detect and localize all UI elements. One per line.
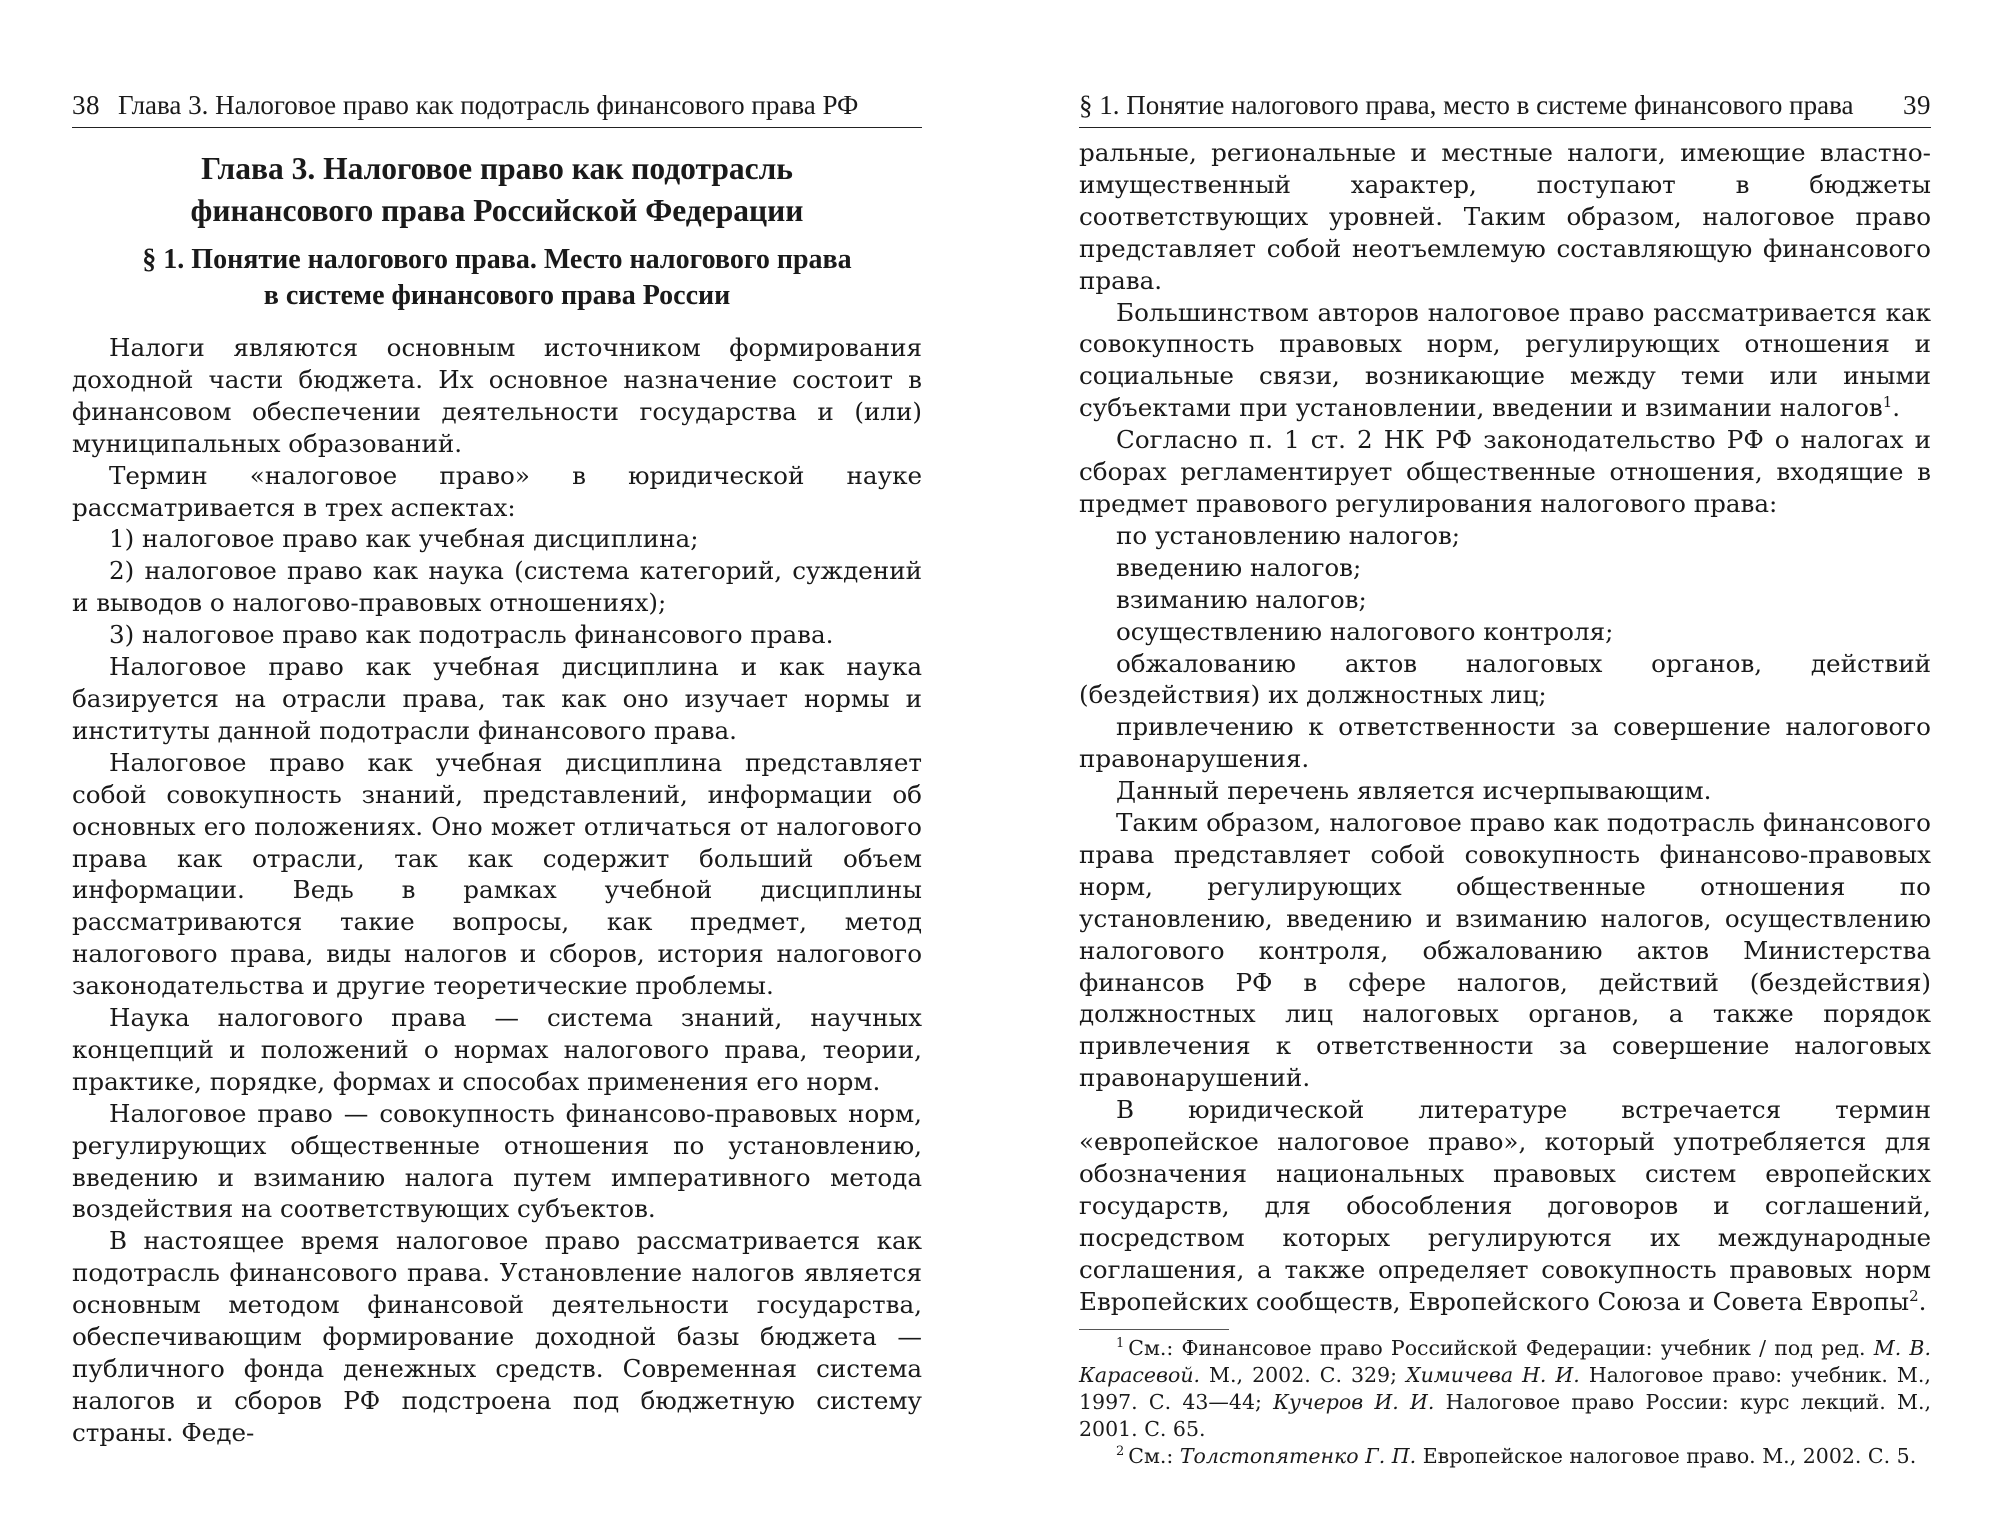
paragraph: Термин «налоговое право» в юридической науке рассматривается в трех аспектах: bbox=[72, 460, 922, 522]
running-head-title: § 1. Понятие налогового права, место в системе финансового права bbox=[1079, 90, 1854, 120]
paragraph: Наука налогового права — система знаний, научных концепций и положений о нормах налогового права, теории, практике, порядке, формах и способах применения его норм. bbox=[72, 1003, 922, 1096]
list-item: осуществлению налогового контроля; bbox=[1116, 616, 1614, 646]
running-head-title: Глава 3. Налоговое право как подотрасль финансового права РФ bbox=[118, 90, 859, 120]
continuation-paragraph: ральные, региональные и местные налоги, имеющие властно-имущественный характер, поступают в бюджеты соответствующих уровней. Таким образом, налоговое право представляет собой неотъемлемую составляющую финансового права. bbox=[1079, 138, 1931, 295]
chapter-title bbox=[72, 148, 922, 232]
list-paragraph: 1) налоговое право как учебная дисциплина; bbox=[109, 524, 699, 554]
paragraph: Согласно п. 1 ст. 2 НК РФ законодательство РФ о налогах и сборах регламентирует общественные отношения, входящие в предмет правового регулирования налогового права: bbox=[1079, 425, 1931, 518]
footnote-text: М., 2002. С. 329; bbox=[1209, 1362, 1397, 1387]
footnote-ref: 1 bbox=[1882, 393, 1893, 412]
paragraph: Данный перечень является исчерпывающим. bbox=[1116, 776, 1712, 806]
paragraph-text: В юридической литературе встречается термин «европейское налоговое право», который употребляется для обозначения национальных правовых систем европейских государств, для обособления договоров и соглашений, посредством которых регулируются их международные соглашения, а также определяет совокупность правовых норм Европейских сообществ, Европейского Союза и Совета Европы bbox=[1079, 1095, 1931, 1316]
footnote-author: Химичева Н. И. bbox=[1406, 1362, 1580, 1387]
footnote-2 bbox=[1079, 1443, 1931, 1470]
footnote-number: 2 bbox=[1116, 1443, 1125, 1459]
footnote-text: Европейское налоговое право. М., 2002. С. 5. bbox=[1422, 1443, 1917, 1468]
section-title-line: § 1. Понятие налогового права. Место налогового права bbox=[142, 244, 852, 275]
footnote-text: Налоговое право: учебник. М., 1997. С. 43—44; bbox=[1079, 1362, 1931, 1414]
footnote-text: Налоговое право России: курс лекций. М., 2001. С. 65. bbox=[1079, 1389, 1931, 1441]
footnote-author: Толстопятенко Г. П. bbox=[1179, 1443, 1417, 1468]
paragraph: Большинством авторов налоговое право рассматривается как совокупность правовых норм, регулирующих отношения и социальные связи, возникающие между теми или иными субъектами при установлении, введении и взимании налогов$^1$. bbox=[1079, 297, 1931, 423]
paragraph: В настоящее время налоговое право рассматривается как подотрасль финансового права. Установление налогов является основным методом финансовой деятельности государства, обеспечивающим формирование доходной базы бюджета — публичного фонда денежных средств. Современная система налогов и сборов РФ подстроена под бюджетную систему страны. Феде- bbox=[72, 1226, 922, 1447]
paragraph: Налоги являются основным источником формирования доходной части бюджета. Их основное назначение состоит в финансовом обеспечении деятельности государства и (или) муниципальных образований. bbox=[72, 333, 922, 458]
list-item: взиманию налогов; bbox=[1116, 584, 1367, 614]
paragraph: В юридической литературе встречается термин «европейское налоговое право», который употребляется для обозначения национальных правовых систем европейских государств, для обособления договоров и соглашений, посредством которых регулируются их международные соглашения, а также определяет совокупность правовых норм Европейских сообществ, Европейского Союза и Совета Европы$^2$. bbox=[1079, 1095, 1931, 1316]
list-item: привлечению к ответственности за совершение налогового правонарушения. bbox=[1079, 712, 1931, 774]
footnotes bbox=[1079, 1329, 1931, 1470]
footnote-ref: 2 bbox=[1909, 1286, 1919, 1305]
left-body-text bbox=[72, 332, 922, 1449]
running-head-left bbox=[72, 88, 922, 128]
page-number: 39 bbox=[1903, 90, 1931, 120]
list-paragraph: 3) налоговое право как подотрасль финансового права. bbox=[109, 620, 834, 650]
list-item: введению налогов; bbox=[1116, 552, 1362, 582]
running-head-right bbox=[1079, 88, 1931, 128]
footnote-number: 1 bbox=[1116, 1335, 1125, 1351]
right-page bbox=[1079, 88, 1931, 1470]
paragraph-text: Большинством авторов налоговое право рассматривается как совокупность правовых норм, регулирующих отношения и социальные связи, возникающие между теми или иными субъектами при установлении, введении и взимании налогов bbox=[1079, 297, 1931, 423]
paragraph: Налоговое право как учебная дисциплина представляет собой совокупность знаний, представлений, информации об основных его положениях. Оно может отличаться от налогового права как отрасли, так как содержит больший объем информации. Ведь в рамках учебной дисциплины рассматриваются такие вопросы, как предмет, метод налогового права, виды налогов и сборов, история налогового законодательства и другие теоретические проблемы. bbox=[72, 747, 922, 1001]
list-item: обжалованию актов налоговых органов, действий (бездействия) их должностных лиц; bbox=[1079, 648, 1931, 710]
footnote-author: М. В. Карасевой. bbox=[1079, 1335, 1931, 1387]
section-title bbox=[72, 242, 922, 314]
footnote-text: См.: bbox=[1128, 1443, 1174, 1468]
left-page bbox=[72, 88, 922, 1449]
list-item: по установлению налогов; bbox=[1116, 520, 1461, 550]
right-body-text bbox=[1079, 137, 1931, 1318]
paragraph: Налоговое право как учебная дисциплина и как наука базируется на отрасли права, так как оно изучает нормы и институты данной подотрасли финансового права. bbox=[72, 652, 922, 745]
list-paragraph: 2) налоговое право как наука (система категорий, суждений и выводов о налогово-правовых отношениях); bbox=[72, 556, 922, 618]
chapter-title-line: Глава 3. Налоговое право как подотрасль bbox=[201, 151, 793, 186]
footnote-text: См.: Финансовое право Российской Федерации: учебник / под ред. bbox=[1128, 1335, 1866, 1360]
footnote-1 bbox=[1079, 1335, 1931, 1443]
footnote-author: Кучеров И. И. bbox=[1273, 1389, 1435, 1414]
section-title-line: в системе финансового права России bbox=[263, 280, 731, 311]
page-number: 38 bbox=[72, 90, 100, 120]
paragraph: Таким образом, налоговое право как подотрасль финансового права представляет собой совокупность финансово-правовых норм, регулирующих общественные отношения по установлению, введению и взиманию налогов, осуществлению налогового контроля, обжалованию актов Министерства финансов РФ в сфере налогов, действий (бездействия) должностных лиц налоговых органов, а также порядок привлечения к ответственности за совершение налоговых правонарушений. bbox=[1079, 808, 1931, 1093]
paragraph: Налоговое право — совокупность финансово-правовых норм, регулирующих общественные отношения по установлению, введению и взиманию налога путем императивного метода воздействия на соответствующих субъектов. bbox=[72, 1098, 922, 1224]
chapter-title-line: финансового права Российской Федерации bbox=[190, 193, 804, 228]
